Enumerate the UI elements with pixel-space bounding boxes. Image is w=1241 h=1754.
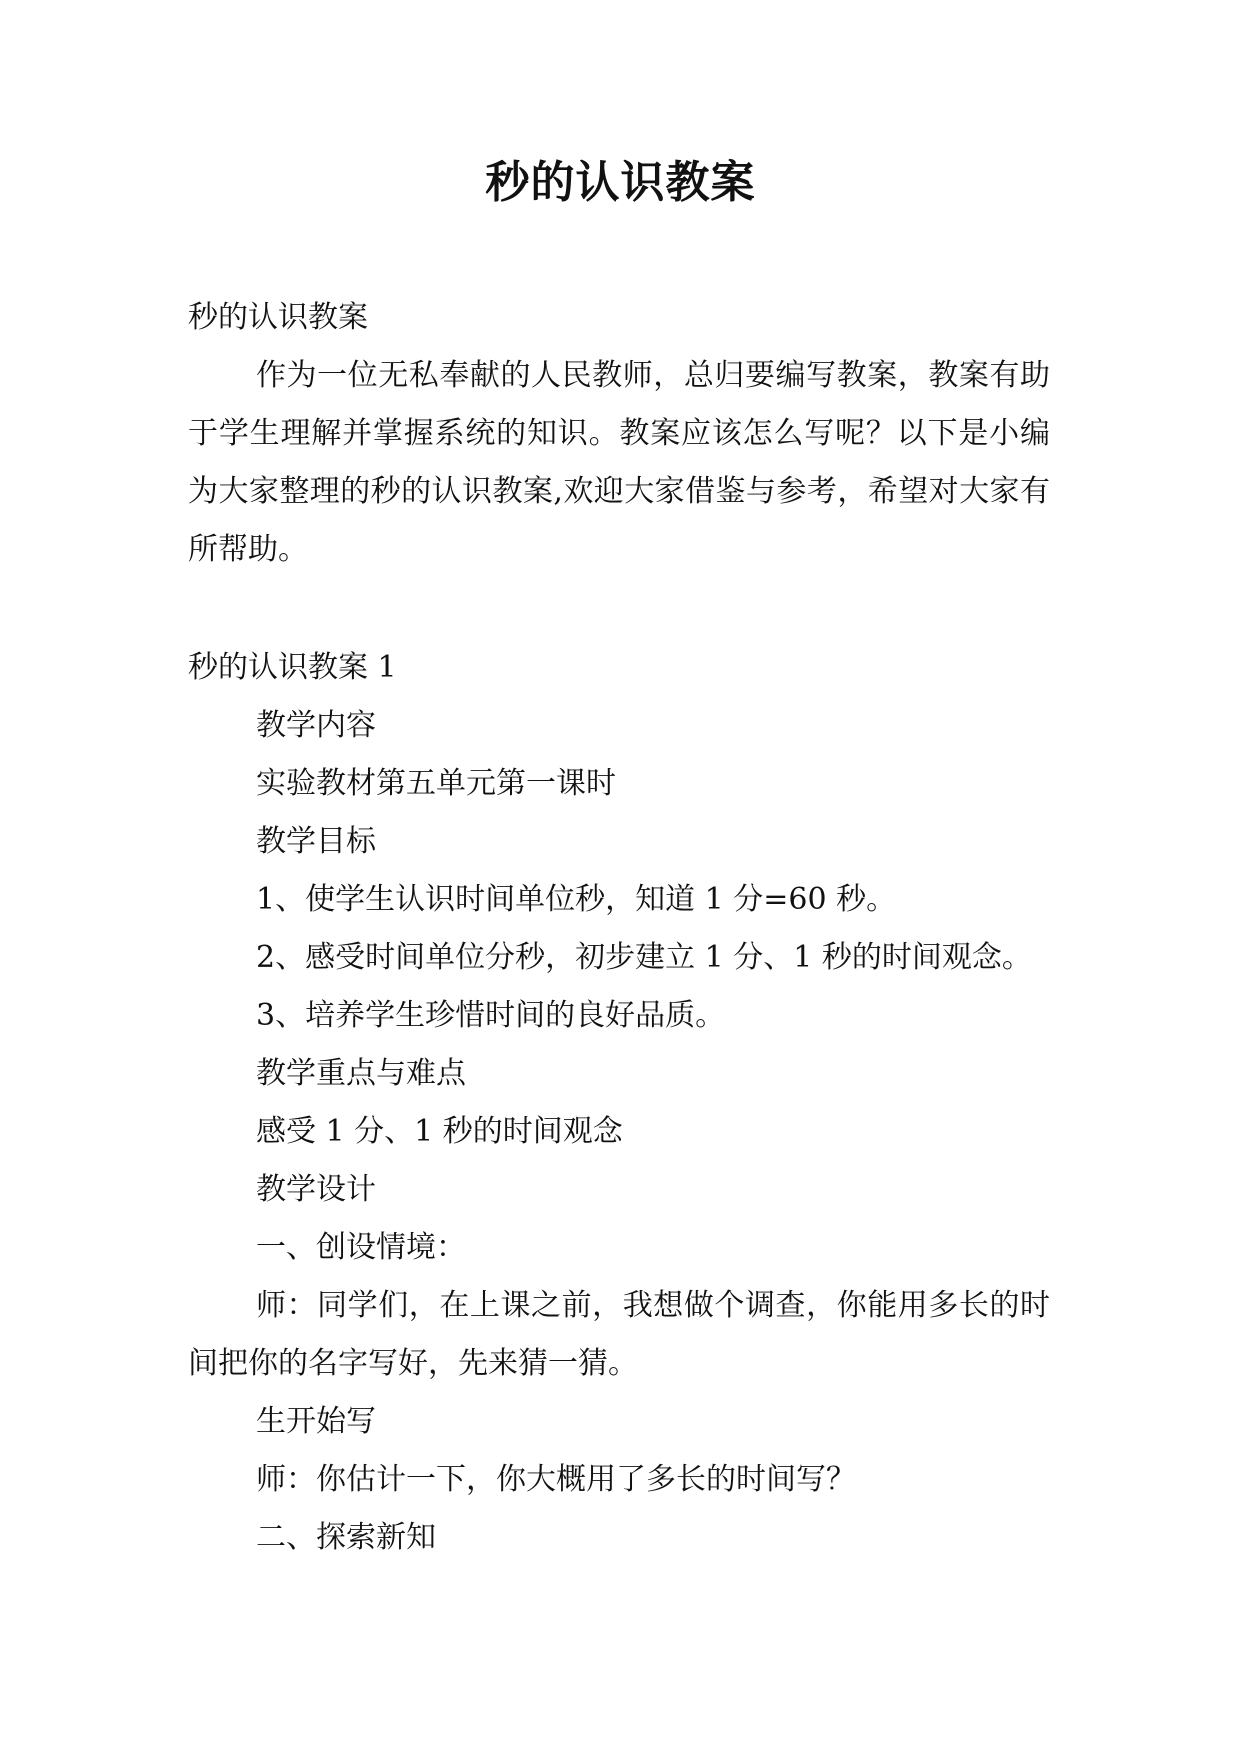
intro-heading: 秒的认识教案: [188, 300, 368, 335]
student-action: 生开始写: [256, 1404, 376, 1439]
step-2-heading: 二、探索新知: [256, 1520, 436, 1555]
lesson-plan-1-section: [188, 639, 1050, 1567]
section-heading: 秒的认识教案 1: [188, 650, 397, 685]
intro-section: [188, 289, 1050, 579]
goal-item-2: 2、感受时间单位分秒，初步建立 1 分、1 秒的时间观念。: [256, 940, 1032, 975]
document-title: 秒的认识教案: [485, 157, 756, 208]
label-teaching-design: 教学设计: [256, 1172, 376, 1207]
key-points-text: 感受 1 分、1 秒的时间观念: [256, 1114, 623, 1149]
step-1-heading: 一、创设情境：: [256, 1230, 466, 1265]
intro-paragraph: 作为一位无私奉献的人民教师，总归要编写教案，教案有助于学生理解并掌握系统的知识。教案应该怎么写呢？以下是小编为大家整理的秒的认识教案,欢迎大家借鉴与参考，希望对大家有所帮助。: [188, 358, 1050, 567]
teacher-dialogue-1: 师：同学们，在上课之前，我想做个调查，你能用多长的时间把你的名字写好，先来猜一猜。: [188, 1288, 1050, 1381]
goal-item-3: 3、培养学生珍惜时间的良好品质。: [256, 998, 726, 1033]
teacher-dialogue-2: 师：你估计一下，你大概用了多长的时间写？: [256, 1462, 856, 1497]
label-key-points: 教学重点与难点: [256, 1056, 466, 1091]
label-teaching-content: 教学内容: [256, 708, 376, 743]
teaching-content-text: 实验教材第五单元第一课时: [256, 766, 616, 801]
goal-item-1: 1、使学生认识时间单位秒，知道 1 分=60 秒。: [256, 882, 897, 917]
label-teaching-goals: 教学目标: [256, 824, 376, 859]
